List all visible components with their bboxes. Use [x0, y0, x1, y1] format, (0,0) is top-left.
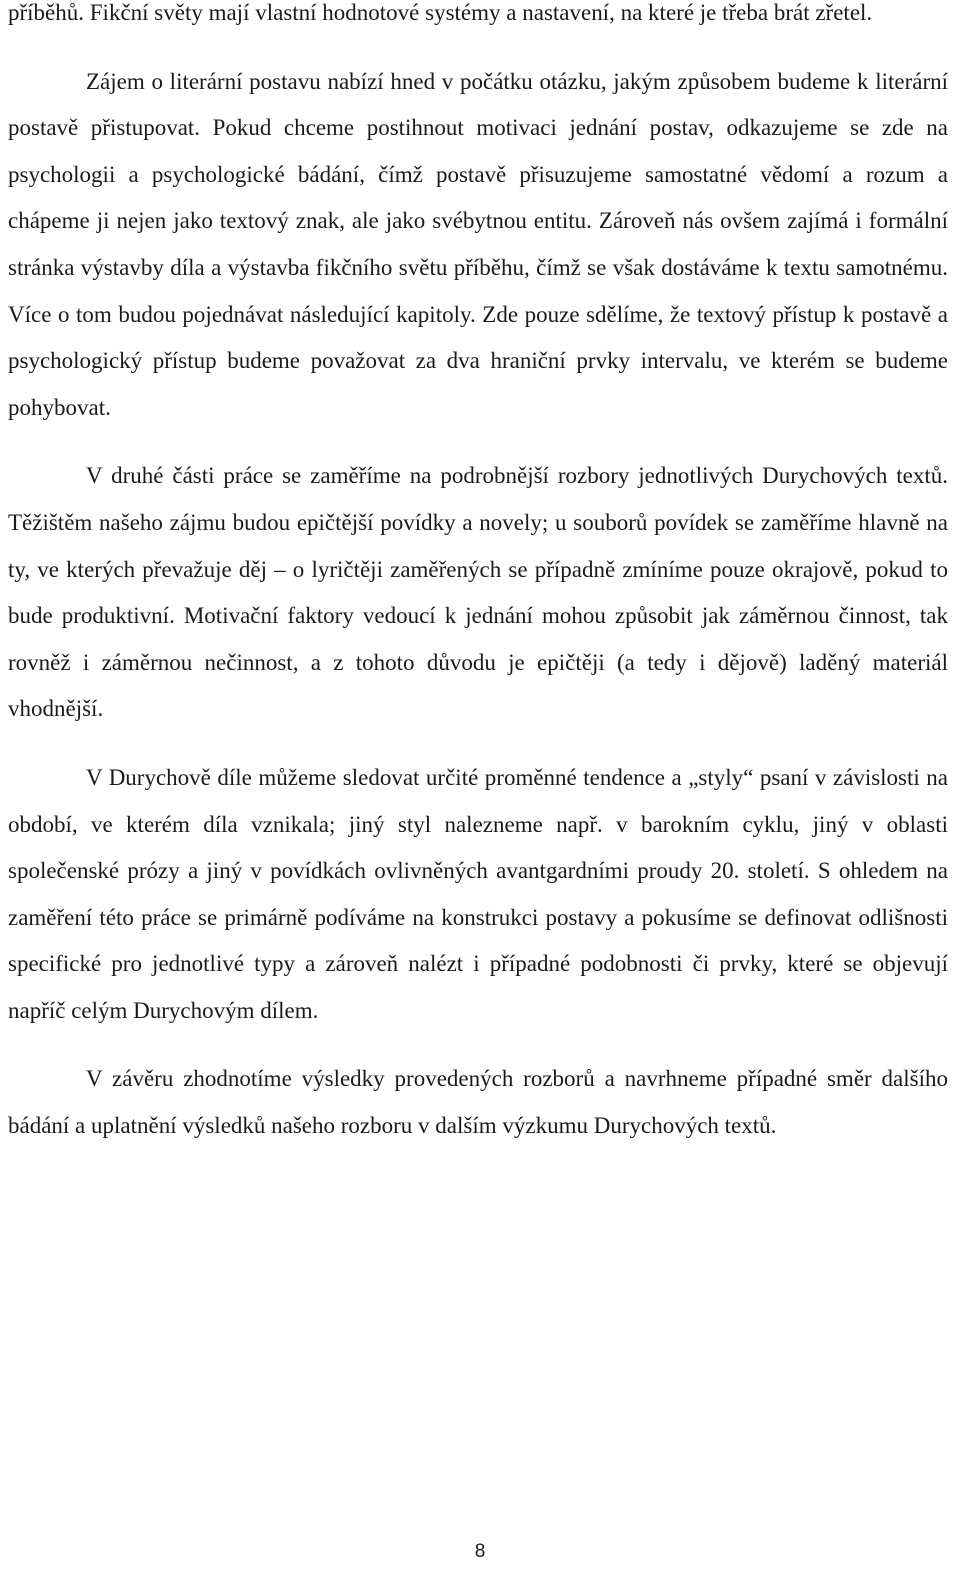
paragraph-continuation: příběhů. Fikční světy mají vlastní hodnotové systémy a nastavení, na které je třeba brát zřetel. — [8, 0, 873, 25]
body-text — [8, 0, 948, 1150]
paragraph-conclusion: V závěru zhodnotíme výsledky provedených rozborů a navrhneme případné směr dalšího bádání a uplatnění výsledků našeho rozboru v dalším výzkumu Durychových textů. — [8, 1066, 948, 1139]
paragraph-durych-styles: V Durychově díle můžeme sledovat určité proměnné tendence a „styly“ psaní v závislosti na období, ve kterém díla vznikala; jiný styl nalezneme např. v barokním cyklu, jiný v oblasti společenské prózy a jiný v povídkách ovlivněných avantgardními proudy 20. století. S ohledem na zaměření této práce se primárně podíváme na konstrukci postavy a pokusíme se definovat odlišnosti specifické pro jednotlivé typy a zároveň nalézt i případné podobnosti či prvky, které se objevují napříč celým Durychovým dílem. — [8, 764, 948, 1023]
paragraph-second-part: V druhé části práce se zaměříme na podrobnější rozbory jednotlivých Durychových textů. Těžištěm našeho zájmu budou epičtější povídky a novely; u souborů povídek se zaměříme hlavně na ty, ve kterých převažuje děj – o lyričtěji zaměřených se případně zmíníme pouze okrajově, pokud to bude produktivní. Motivační faktory vedoucí k jednání mohou způsobit jak záměrnou činnost, tak rovněž i záměrnou nečinnost, a z tohoto důvodu je epičtěji (a tedy i dějově) laděný materiál vhodnější. — [8, 463, 948, 722]
page-number: 8 — [474, 1541, 486, 1562]
paragraph-literary-character: Zájem o literární postavu nabízí hned v počátku otázku, jakým způsobem budeme k literární postavě přistupovat. Pokud chceme postihnout motivaci jednání postav, odkazujeme se zde na psychologii a psychologické bádání, čímž postavě přisuzujeme samostatné vědomí a rozum a chápeme ji nejen jako textový znak, ale jako svébytnou entitu. Zároveň nás ovšem zajímá i formální stránka výstavby díla a výstavba fikčního světu příběhu, čímž se však dostáváme k textu samotnému. Více o tom budou pojednávat následující kapitoly. Zde pouze sdělíme, že textový přístup k postavě a psychologický přístup budeme považovat za dva hraniční prvky intervalu, ve kterém se budeme pohybovat. — [8, 68, 948, 420]
